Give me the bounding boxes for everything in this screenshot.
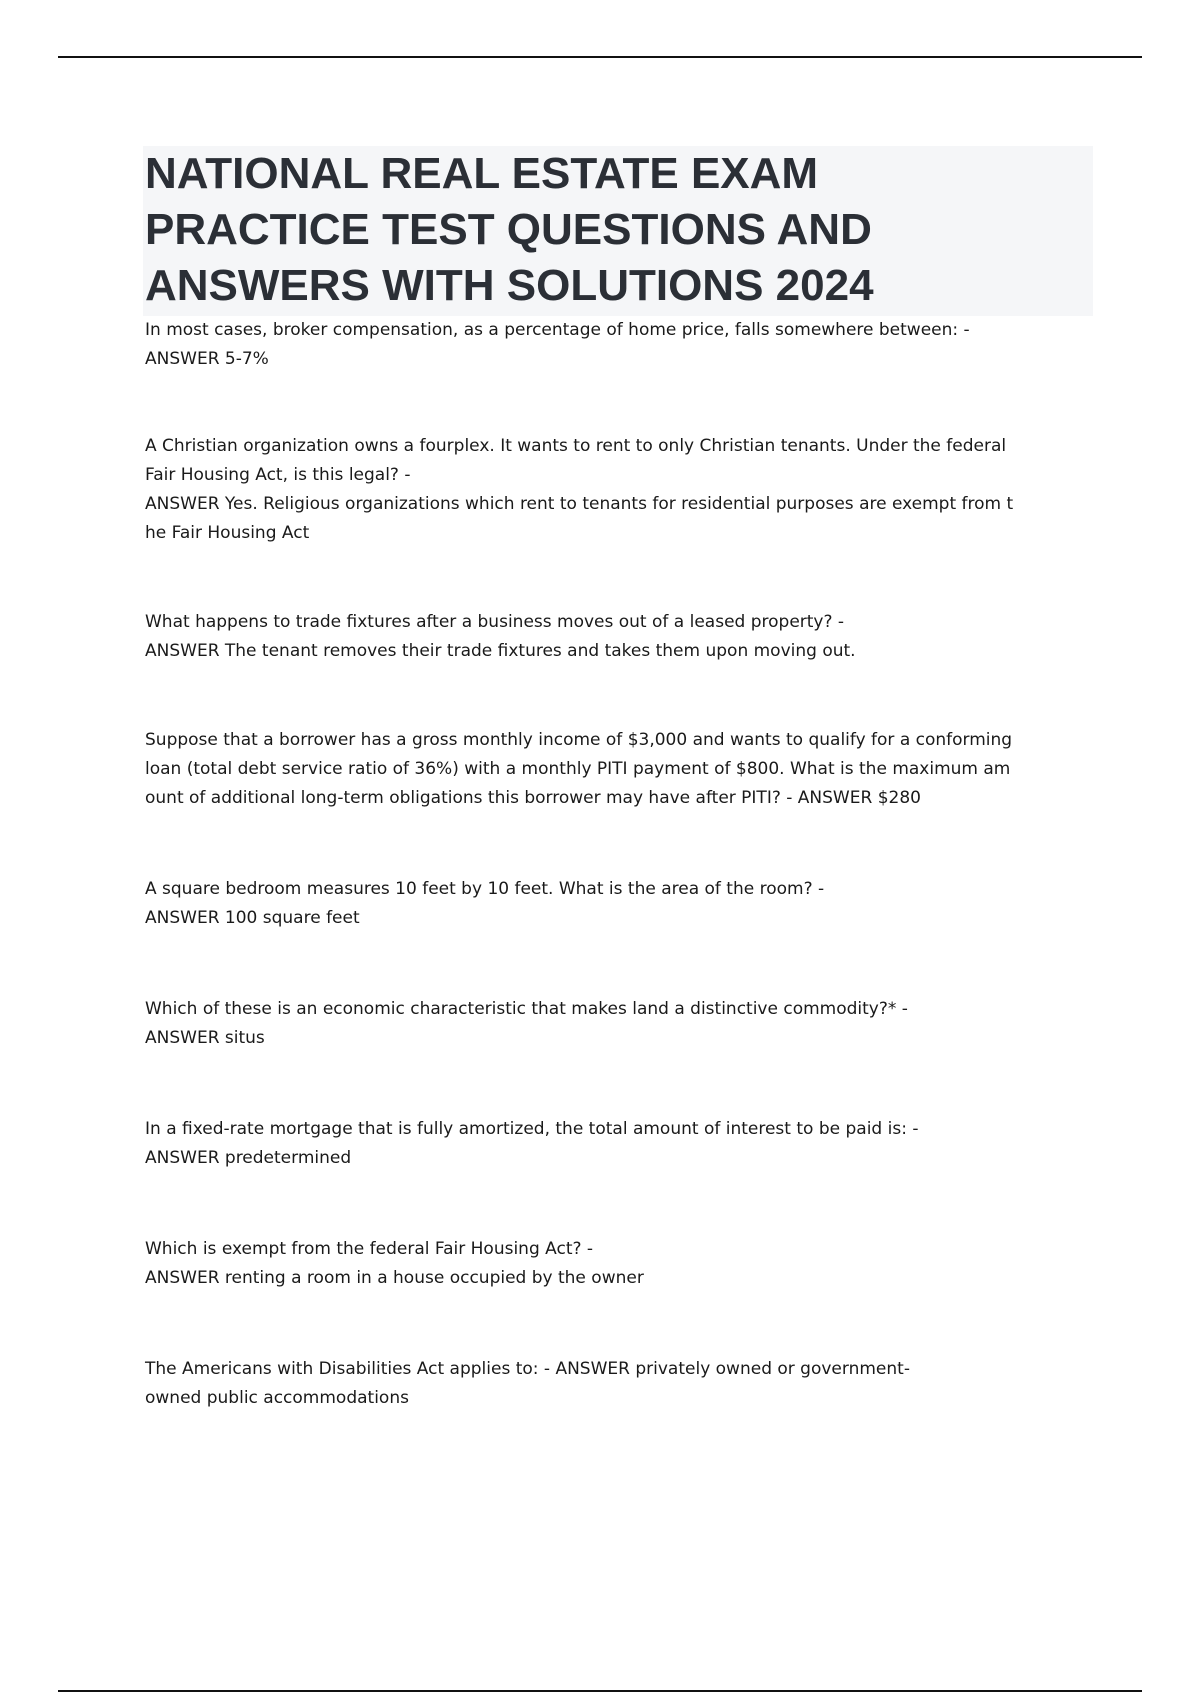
question-line: In most cases, broker compensation, as a percentage of home price, falls somewhere between: - bbox=[145, 320, 970, 340]
document-title bbox=[143, 146, 1093, 316]
question-line: Suppose that a borrower has a gross monthly income of $3,000 and wants to qualify for a conforming bbox=[145, 730, 1013, 750]
answer-line: ANSWER The tenant removes their trade fixtures and takes them upon moving out. bbox=[145, 641, 856, 661]
header-rule bbox=[58, 56, 1142, 58]
qa-list bbox=[145, 316, 1095, 1413]
title-line-2: PRACTICE TEST QUESTIONS AND bbox=[145, 205, 872, 254]
question-line: A square bedroom measures 10 feet by 10 feet. What is the area of the room? - bbox=[145, 879, 825, 899]
question-line: loan (total debt service ratio of 36%) with a monthly PITI payment of $800. What is the maximum am bbox=[145, 759, 1011, 779]
question-line: The Americans with Disabilities Act applies to: - ANSWER privately owned or government- bbox=[145, 1359, 910, 1379]
title-line-1: NATIONAL REAL ESTATE EXAM bbox=[145, 149, 819, 198]
qa-item bbox=[145, 1355, 1095, 1413]
qa-item bbox=[145, 726, 1095, 813]
qa-item bbox=[145, 316, 1095, 374]
answer-line: ANSWER Yes. Religious organizations which rent to tenants for residential purposes are exempt from t bbox=[145, 494, 1014, 514]
question-line: A Christian organization owns a fourplex. It wants to rent to only Christian tenants. Under the federal bbox=[145, 436, 1007, 456]
answer-line: ANSWER 100 square feet bbox=[145, 908, 360, 928]
qa-item bbox=[145, 875, 1095, 933]
qa-item bbox=[145, 432, 1095, 548]
footer-rule bbox=[58, 1690, 1142, 1692]
answer-line: ANSWER 5-7% bbox=[145, 349, 269, 369]
question-line: Which is exempt from the federal Fair Housing Act? - bbox=[145, 1239, 594, 1259]
title-line-3: ANSWERS WITH SOLUTIONS 2024 bbox=[145, 261, 874, 310]
question-line: Which of these is an economic characteristic that makes land a distinctive commodity?* - bbox=[145, 999, 908, 1019]
answer-line: ANSWER situs bbox=[145, 1028, 265, 1048]
question-line: ount of additional long-term obligations this borrower may have after PITI? - ANSWER $280 bbox=[145, 788, 921, 808]
answer-line: owned public accommodations bbox=[145, 1388, 409, 1408]
qa-item bbox=[145, 608, 1095, 666]
answer-line: ANSWER renting a room in a house occupied by the owner bbox=[145, 1268, 644, 1288]
question-line: In a fixed-rate mortgage that is fully amortized, the total amount of interest to be paid is: - bbox=[145, 1119, 919, 1139]
document-body bbox=[145, 146, 1095, 1413]
qa-item bbox=[145, 1115, 1095, 1173]
question-line: Fair Housing Act, is this legal? - bbox=[145, 465, 411, 485]
qa-item bbox=[145, 1235, 1095, 1293]
question-line: What happens to trade fixtures after a business moves out of a leased property? - bbox=[145, 612, 845, 632]
answer-line: ANSWER predetermined bbox=[145, 1148, 352, 1168]
qa-item bbox=[145, 995, 1095, 1053]
answer-line: he Fair Housing Act bbox=[145, 523, 310, 543]
